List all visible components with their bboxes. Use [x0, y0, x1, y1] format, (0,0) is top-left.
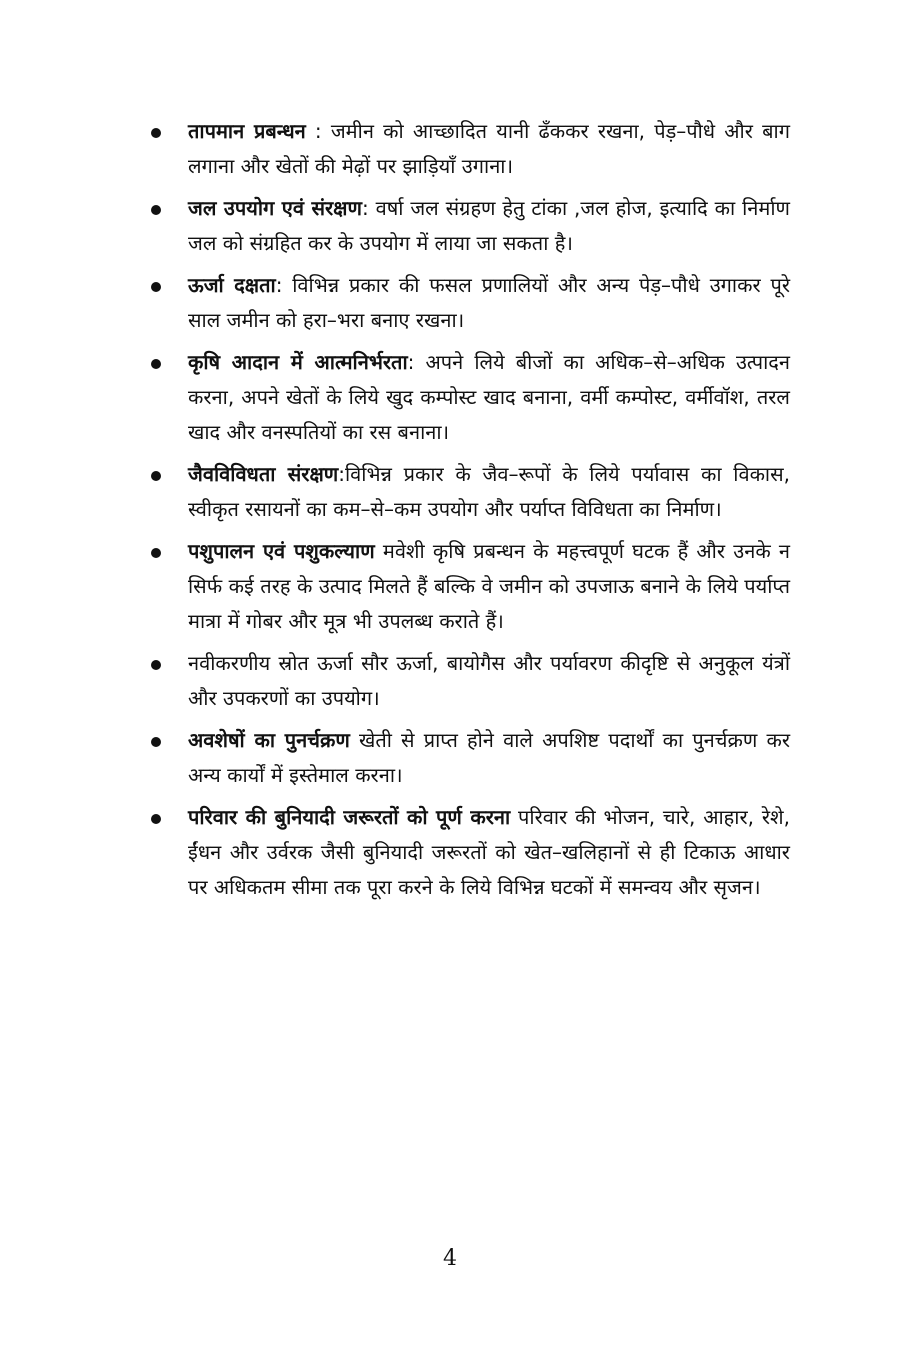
item-term: ऊर्जा दक्षता	[188, 273, 276, 297]
item-text: :विभिन्न प्रकार के जैव–रूपों के लिये पर्यावास का विकास, स्वीकृत रसायनों का कम–से–कम उपयोग और पर्याप्त विविधता का निर्माण।	[188, 462, 790, 521]
item-term: जैवविविधता संरक्षण	[188, 462, 339, 486]
item-term: तापमान प्रबन्धन	[188, 119, 306, 143]
item-text: खेती से प्राप्त होने वाले अपशिष्ट पदार्थों का पुनर्चक्रण कर अन्य कार्यों में इस्तेमाल करना।	[188, 728, 790, 787]
list-item	[150, 345, 790, 450]
item-text: : वर्षा जल संग्रहण हेतु टांका ,जल होज, इत्यादि का निर्माण जल को संग्रहित कर के उपयोग में लाया जा सकता है।	[188, 196, 790, 255]
item-term: अवशेषों का पुनर्चक्रण	[188, 728, 350, 752]
bullet-icon	[151, 359, 161, 369]
bullet-icon	[151, 737, 161, 747]
list-item	[150, 723, 790, 793]
item-text: : अपने लिये बीजों का अधिक–से–अधिक उत्पादन करना, अपने खेतों के लिये खुद कम्पोस्ट खाद बनाना, वर्मी कम्पोस्ट, वर्मीवॉश, तरल खाद और वनस्पतियों का रस बनाना।	[188, 350, 790, 444]
item-text: : विभिन्न प्रकार की फसल प्रणालियों और अन्य पेड़–पौधे उगाकर पूरे साल जमीन को हरा–भरा बनाए रखना।	[188, 273, 790, 332]
item-text: परिवार की भोजन, चारे, आहार, रेशे, ईंधन और उर्वरक जैसी बुनियादी जरूरतों को खेत–खलिहानों से ही टिकाऊ आधार पर अधिकतम सीमा तक पूरा करने के लिये विभिन्न घटकों में समन्वय और सृजन।	[188, 805, 790, 899]
list-item	[150, 114, 790, 184]
item-text: : जमीन को आच्छादित यानी ढँककर रखना, पेड़–पौधे और बाग लगाना और खेतों की मेढ़ों पर झाड़ियाँ उगाना।	[188, 119, 790, 178]
list-item	[150, 800, 790, 905]
bullet-icon	[151, 471, 161, 481]
bullet-icon	[151, 282, 161, 292]
bullet-icon	[151, 205, 161, 215]
item-term: जल उपयोग एवं संरक्षण	[188, 196, 362, 220]
bullet-icon	[151, 548, 161, 558]
bullet-list	[150, 114, 790, 912]
list-item	[150, 646, 790, 716]
bullet-icon	[151, 128, 161, 138]
list-item	[150, 457, 790, 527]
list-item	[150, 268, 790, 338]
item-text: मवेशी कृषि प्रबन्धन के महत्त्वपूर्ण घटक हैं और उनके न सिर्फ कई तरह के उत्पाद मिलते हैं बल्कि वे जमीन को उपजाऊ बनाने के लिये पर्याप्त मात्रा में गोबर और मूत्र भी उपलब्ध कराते हैं।	[188, 539, 790, 633]
list-item	[150, 534, 790, 639]
item-term: परिवार की बुनियादी जरूरतों को पूर्ण करना	[188, 805, 511, 829]
page-number: 4	[443, 1246, 457, 1271]
item-text: नवीकरणीय स्रोत ऊर्जा सौर ऊर्जा, बायोगैस और पर्यावरण कीदृष्टि से अनुकूल यंत्रों और उपकरणों का उपयोग।	[188, 651, 790, 710]
item-term: कृषि आदान में आत्मनिर्भरता	[188, 350, 408, 374]
bullet-icon	[151, 814, 161, 824]
bullet-icon	[151, 660, 161, 670]
list-item	[150, 191, 790, 261]
item-term: पशुपालन एवं पशुकल्याण	[188, 539, 375, 563]
